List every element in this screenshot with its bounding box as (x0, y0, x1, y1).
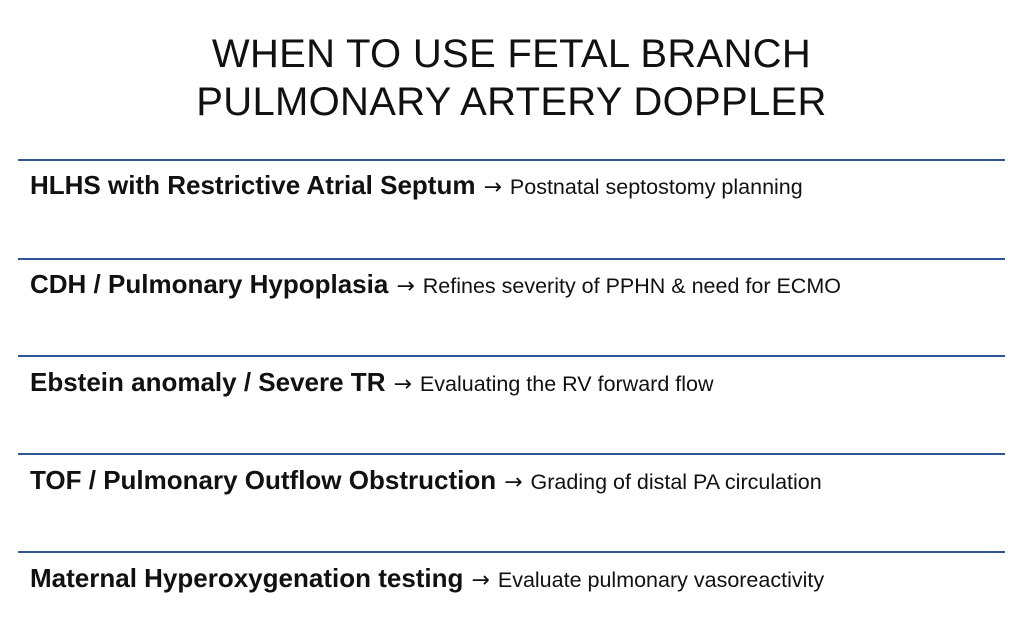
divider (18, 453, 1005, 455)
condition-label: TOF / Pulmonary Outflow Obstruction (30, 465, 497, 495)
divider (18, 159, 1005, 161)
indication-text: Grading of distal PA circulation (530, 470, 822, 494)
condition-label: HLHS with Restrictive Atrial Septum (30, 170, 476, 200)
list-item (30, 367, 1010, 398)
list-item (30, 563, 1010, 594)
arrow-right-icon: → (471, 568, 490, 593)
slide-title (0, 30, 1023, 126)
arrow-right-icon: → (396, 274, 415, 299)
list-item (30, 170, 1010, 201)
arrow-right-icon: → (393, 372, 412, 397)
title-line-2: PULMONARY ARTERY DOPPLER (196, 80, 827, 124)
title-line-1: WHEN TO USE FETAL BRANCH (211, 32, 812, 76)
indication-text: Evaluate pulmonary vasoreactivity (497, 568, 825, 592)
indication-text: Evaluating the RV forward flow (419, 372, 714, 396)
condition-label: Ebstein anomaly / Severe TR (30, 367, 386, 397)
indication-text: Postnatal septostomy planning (509, 175, 803, 199)
condition-label: CDH / Pulmonary Hypoplasia (30, 269, 389, 299)
arrow-right-icon: → (504, 470, 523, 495)
indication-text: Refines severity of PPHN & need for ECMO (422, 274, 841, 298)
condition-label: Maternal Hyperoxygenation testing (30, 563, 464, 593)
arrow-right-icon: → (483, 175, 502, 200)
divider (18, 258, 1005, 260)
list-item (30, 269, 1010, 300)
divider (18, 551, 1005, 553)
divider (18, 355, 1005, 357)
list-item (30, 465, 1010, 496)
